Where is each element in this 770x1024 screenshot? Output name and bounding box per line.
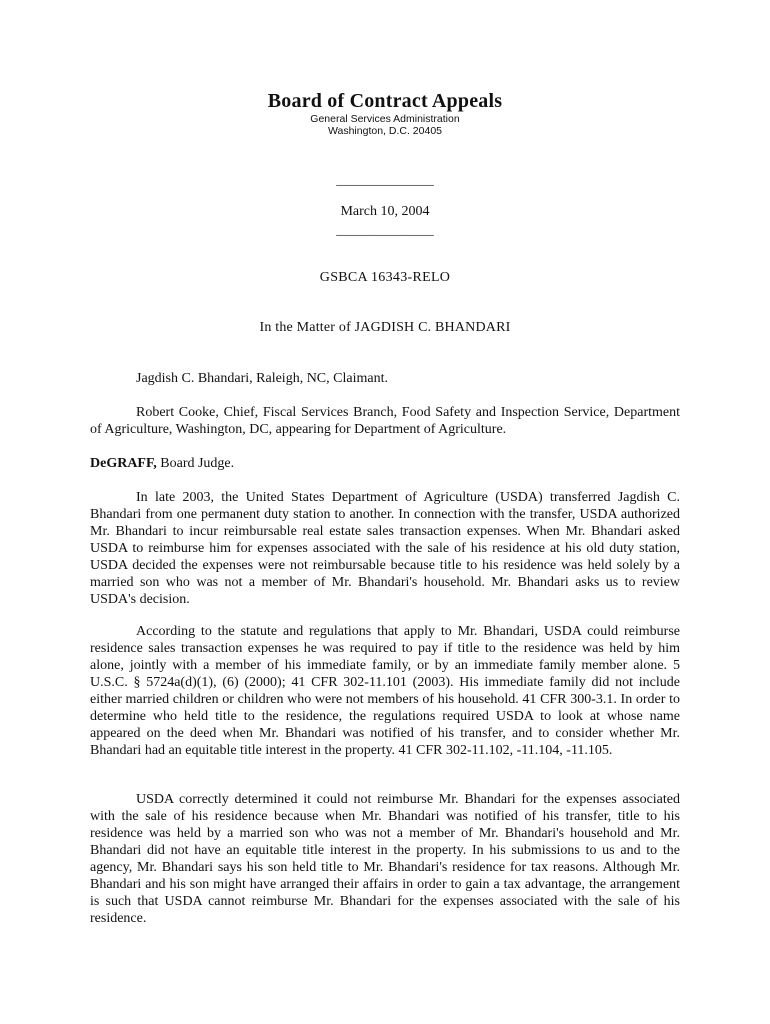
matter-title: In the Matter of JAGDISH C. BHANDARI bbox=[259, 320, 511, 335]
agency-name: General Services Administration bbox=[310, 113, 460, 125]
separator-bottom: _______________ bbox=[336, 222, 434, 237]
judge-line bbox=[90, 455, 680, 472]
paragraph-3-text: USDA correctly determined it could not reimburse Mr. Bhandari for the expenses associated with the sale of his residence because when Mr. Bhandari was notified of his transfer, title to his residence was held by a married son who was not a member of Mr. Bhandari's household and Mr. Bhandari did not have an equitable title interest in the property. In his submissions to us and to the agency, Mr. Bhandari says his son held title to Mr. Bhandari's residence for tax reasons. Although Mr. Bhandari and his son might have arranged their affairs in order to gain a tax advantage, the arrangement is such that USDA cannot reimburse Mr. Bhandari for the expenses associated with the sale of his residence. bbox=[90, 792, 680, 926]
judge-name: DeGRAFF, bbox=[90, 456, 157, 471]
paragraph-3 bbox=[90, 791, 680, 927]
board-title: Board of Contract Appeals bbox=[267, 90, 503, 112]
agency-representative-text: Robert Cooke, Chief, Fiscal Services Branch, Food Safety and Inspection Service, Department of Agriculture, Washington, DC, appearing for Department of Agriculture. bbox=[90, 405, 680, 437]
paragraph-2 bbox=[90, 623, 680, 759]
claimant-text: Jagdish C. Bhandari, Raleigh, NC, Claimant. bbox=[136, 371, 388, 386]
paragraph-1-text: In late 2003, the United States Department of Agriculture (USDA) transferred Jagdish C. Bhandari from one permanent duty station to another. In connection with the transfer, USDA authorized Mr. Bhandari to incur reimbursable real estate sales transaction expenses. When Mr. Bhandari asked USDA to reimburse him for expenses associated with the sale of his residence at his old duty station, USDA decided the expenses were not reimbursable because title to his residence was held solely by a married son who was not a member of Mr. Bhandari's household. Mr. Bhandari asks us to review USDA's decision. bbox=[90, 490, 680, 607]
agency-address: Washington, D.C. 20405 bbox=[327, 125, 442, 137]
separator-top: _______________ bbox=[336, 172, 434, 187]
judge-text bbox=[90, 455, 680, 472]
claimant-line bbox=[90, 370, 680, 387]
paragraph-2-text: According to the statute and regulations that apply to Mr. Bhandari, USDA could reimburse residence sales transaction expenses he was required to pay if title to the residence was held by him alone, jointly with a member of his immediate family, or by an immediate family member alone. 5 U.S.C. § 5724a(d)(1), (6) (2000); 41 CFR 302-11.101 (2003). His immediate family did not include either married children or children who were not members of his household. 41 CFR 300-3.1. In order to determine who held title to the residence, the regulations required USDA to look at whose name appeared on the deed when Mr. Bhandari was notified of his transfer, and to consider whether Mr. Bhandari had an equitable title interest in the property. 41 CFR 302-11.102, -11.104, -11.105. bbox=[90, 624, 680, 758]
judge-title: Board Judge. bbox=[156, 456, 235, 471]
docket-number: GSBCA 16343-RELO bbox=[319, 270, 451, 285]
decision-date: March 10, 2004 bbox=[340, 204, 430, 219]
agency-representative bbox=[90, 404, 680, 438]
paragraph-1 bbox=[90, 489, 680, 608]
